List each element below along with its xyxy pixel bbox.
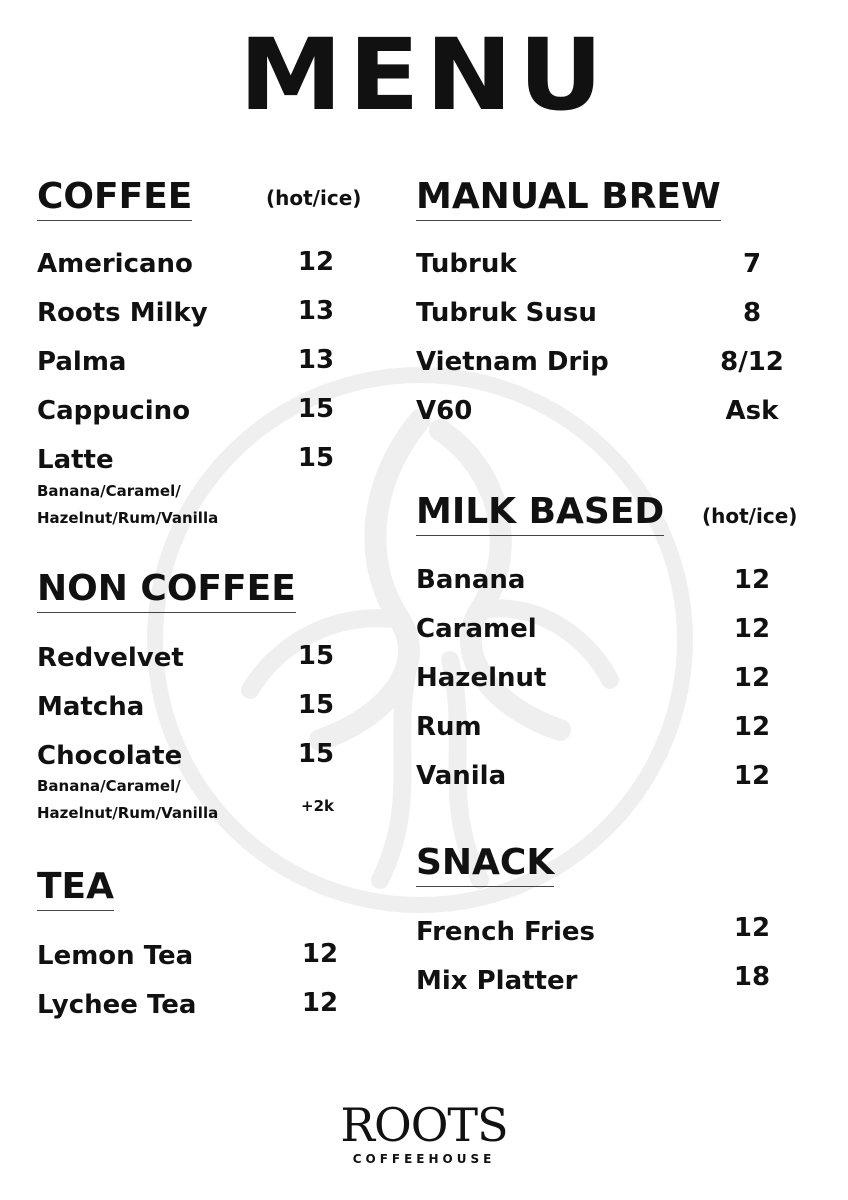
coffee-item-name: Americano — [37, 249, 193, 279]
snack-item-price: 18 — [733, 962, 771, 992]
manual-brew-item-price: 8/12 — [720, 347, 784, 377]
coffee-item-price: 15 — [297, 394, 335, 424]
non-coffee-item-price: 15 — [297, 641, 335, 671]
non-coffee-item-name: Matcha — [37, 692, 145, 722]
coffee-item-name: Palma — [37, 347, 127, 377]
snack-item-name: Mix Platter — [416, 966, 578, 996]
tea-item-name: Lychee Tea — [37, 990, 197, 1020]
manual-brew-item-name: Vietnam Drip — [416, 347, 609, 377]
milk-based-item-price: 12 — [733, 565, 771, 595]
coffee-flavors: Banana/Caramel/ — [37, 482, 181, 500]
milk-based-item-name: Banana — [416, 565, 526, 595]
brand-logo-name: ROOTS — [340, 1098, 508, 1152]
manual-brew-item-price: Ask — [725, 396, 779, 426]
coffee-item-price: 13 — [297, 345, 335, 375]
milk-based-item-price: 12 — [733, 663, 771, 693]
milk-based-item-price: 12 — [733, 761, 771, 791]
coffee-item-name: Cappucino — [37, 396, 191, 426]
coffee-item-price: 13 — [297, 296, 335, 326]
milk-based-note: (hot/ice) — [702, 504, 798, 528]
non-coffee-flavors: Hazelnut/Rum/Vanilla — [37, 804, 219, 822]
coffee-note: (hot/ice) — [266, 186, 362, 210]
coffee-heading: COFFEE — [37, 176, 192, 221]
snack-item-price: 12 — [733, 913, 771, 943]
milk-based-heading: MILK BASED — [416, 491, 664, 536]
milk-based-item-name: Rum — [416, 712, 482, 742]
coffee-item-name: Roots Milky — [37, 298, 208, 328]
non-coffee-item-name: Redvelvet — [37, 643, 184, 673]
manual-brew-item-name: Tubruk Susu — [416, 298, 597, 328]
addon-price: +2k — [301, 797, 334, 815]
milk-based-item-name: Hazelnut — [416, 663, 547, 693]
non-coffee-item-price: 15 — [297, 739, 335, 769]
tea-heading: TEA — [37, 866, 114, 911]
snack-heading: SNACK — [416, 842, 554, 887]
non-coffee-flavors: Banana/Caramel/ — [37, 777, 181, 795]
snack-item-name: French Fries — [416, 917, 595, 947]
page-title: MENU — [238, 17, 610, 133]
manual-brew-item-price: 8 — [742, 298, 762, 328]
tea-item-name: Lemon Tea — [37, 941, 194, 971]
manual-brew-item-price: 7 — [742, 249, 762, 279]
coffee-item-price: 15 — [297, 443, 335, 473]
coffee-item-name: Latte — [37, 445, 114, 475]
milk-based-item-price: 12 — [733, 614, 771, 644]
non-coffee-item-name: Chocolate — [37, 741, 183, 771]
coffee-item-price: 12 — [297, 247, 335, 277]
manual-brew-heading: MANUAL BREW — [416, 176, 721, 221]
tea-item-price: 12 — [301, 988, 339, 1018]
brand-tagline: COFFEEHOUSE — [352, 1152, 496, 1166]
manual-brew-item-name: Tubruk — [416, 249, 517, 279]
milk-based-item-name: Vanila — [416, 761, 507, 791]
coffee-flavors: Hazelnut/Rum/Vanilla — [37, 509, 219, 527]
non-coffee-item-price: 15 — [297, 690, 335, 720]
tea-item-price: 12 — [301, 939, 339, 969]
milk-based-item-price: 12 — [733, 712, 771, 742]
milk-based-item-name: Caramel — [416, 614, 537, 644]
non-coffee-heading: NON COFFEE — [37, 568, 296, 613]
manual-brew-item-name: V60 — [416, 396, 473, 426]
